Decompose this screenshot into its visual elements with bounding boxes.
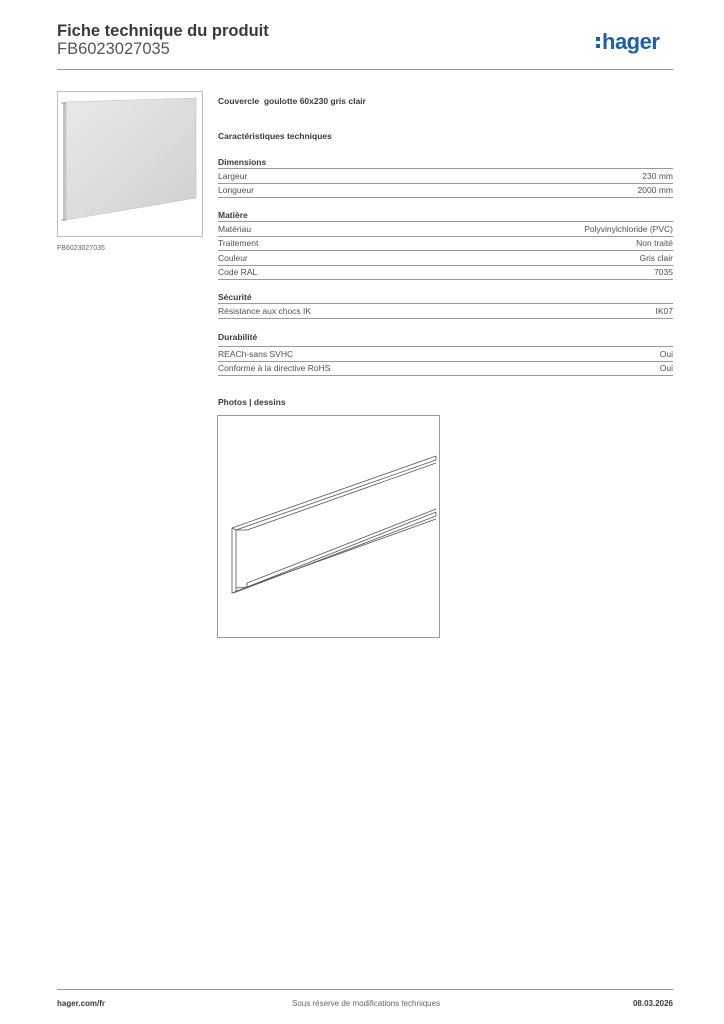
page-title: Fiche technique du produit (57, 22, 269, 40)
row-value: Non traité (636, 238, 673, 249)
footer-date: 08.03.2026 (632, 999, 673, 1008)
section-title-securite: Sécurité (218, 292, 252, 302)
row-label: Traitement (218, 238, 259, 249)
table-row (218, 222, 673, 237)
thumbnail-caption: FB6023027035 (57, 245, 105, 252)
row-value: Polyvinylchloride (PVC) (584, 223, 673, 234)
footer-divider (57, 989, 673, 990)
row-label: Largeur (218, 170, 248, 181)
table-row (218, 304, 673, 319)
row-value: Gris clair (639, 252, 673, 263)
row-label: Matériau (218, 223, 252, 234)
product-reference: FB6023027035 (57, 40, 170, 58)
section-title-dimensions: Dimensions (218, 157, 267, 167)
header-divider (57, 69, 673, 70)
hager-logo (594, 28, 676, 56)
product-thumbnail (57, 91, 203, 237)
row-value: Oui (659, 348, 673, 359)
table-matiere (218, 221, 673, 280)
row-label: Résistance aux chocs IK (218, 305, 312, 316)
table-row (218, 266, 673, 281)
footer-url: hager.com/fr (57, 999, 106, 1008)
table-dimensions (218, 168, 673, 198)
table-row (218, 237, 673, 252)
table-durabilite (218, 346, 673, 376)
photos-title: Photos | dessins (218, 397, 286, 407)
table-row (218, 362, 673, 377)
footer-note: Sous réserve de modifications techniques (292, 999, 441, 1008)
table-row (218, 169, 673, 184)
table-row (218, 184, 673, 199)
row-label: Couleur (218, 252, 248, 263)
logo-dot-top (596, 37, 600, 41)
specs-heading: Caractéristiques techniques (218, 131, 332, 141)
logo-text: hager (602, 29, 660, 54)
product-thumbnail-drawing (58, 92, 202, 236)
row-label: Conforme à la directive RoHS (218, 363, 331, 374)
row-label: Longueur (218, 185, 254, 196)
product-drawing (217, 415, 440, 638)
section-title-matiere: Matière (218, 210, 248, 220)
row-value: 230 mm (642, 170, 673, 181)
table-securite (218, 303, 673, 319)
row-value: IK07 (655, 305, 673, 316)
row-value: Oui (659, 363, 673, 374)
row-label: Code RAL (218, 267, 258, 278)
row-value: 7035 (654, 267, 673, 278)
logo-dot-bottom (596, 44, 600, 48)
table-row (218, 347, 673, 362)
table-row (218, 251, 673, 266)
row-value: 2000 mm (637, 185, 673, 196)
product-name: Couvercle goulotte 60x230 gris clair (218, 96, 366, 106)
section-title-durabilite: Durabilité (218, 332, 258, 342)
row-label: REACh-sans SVHC (218, 348, 294, 359)
line-drawing (218, 416, 439, 637)
